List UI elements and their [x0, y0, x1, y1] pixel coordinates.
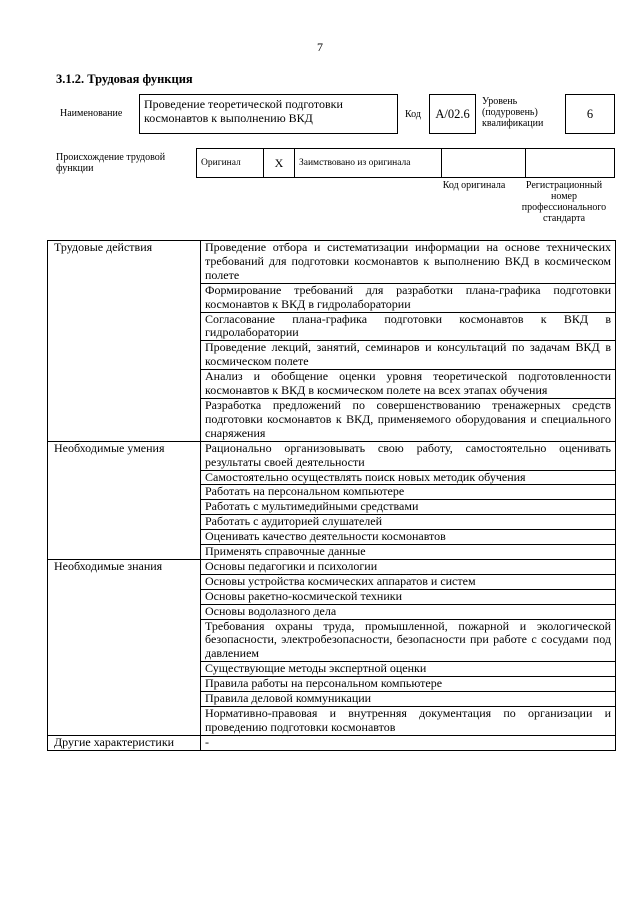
- qualification-level-value: 6: [565, 94, 615, 134]
- origin-original-label: Оригинал: [197, 149, 264, 178]
- table-row: [48, 559, 616, 574]
- item-cell: Правила деловой коммуникации: [201, 692, 616, 707]
- item-cell: Основы водолазного дела: [201, 604, 616, 619]
- item-cell: Анализ и обобщение оценки уровня теоретической подготовленности космонавтов к ВКД в космическом полете на всех этапах обучения: [201, 370, 616, 399]
- item-cell: Требования охраны труда, промышленной, пожарной и экологической безопасности, электробезопасности, безопасности при работе с сосудами под давлением: [201, 619, 616, 662]
- table-row: [48, 735, 616, 750]
- item-cell: Согласование плана-графика подготовки космонавтов к ВКД в гидролаборатории: [201, 312, 616, 341]
- item-cell: Самостоятельно осуществлять поиск новых методик обучения: [201, 470, 616, 485]
- origin-reg-cell: [526, 149, 615, 178]
- qualification-level-label: Уровень (подуровень) квалификации: [482, 96, 544, 129]
- name-label: Наименование: [60, 108, 123, 119]
- item-cell: Основы ракетно-космической техники: [201, 589, 616, 604]
- table-row: [48, 241, 616, 284]
- item-cell: Нормативно-правовая и внутренняя документация по организации и проведению подготовки космонавтов: [201, 707, 616, 736]
- item-cell: Работать с аудиторией слушателей: [201, 515, 616, 530]
- registration-number-caption: Регистрационный номер профессионального стандарта: [521, 180, 607, 224]
- section-title: 3.1.2. Трудовая функция: [56, 72, 193, 86]
- origin-label: Происхождение трудовой функции: [56, 152, 166, 174]
- category-cell: Необходимые умения: [48, 441, 201, 559]
- origin-original-mark: X: [264, 149, 295, 178]
- item-cell: Применять справочные данные: [201, 545, 616, 560]
- item-cell: Разработка предложений по совершенствованию тренажерных средств подготовки космонавтов к ВКД, применяемого оборудования и специального снаряжения: [201, 398, 616, 441]
- page-number: 7: [317, 40, 323, 54]
- item-cell: Основы устройства космических аппаратов и систем: [201, 574, 616, 589]
- category-cell: Необходимые знания: [48, 559, 201, 735]
- item-cell: Основы педагогики и психологии: [201, 559, 616, 574]
- origin-borrowed-label: Заимствовано из оригинала: [295, 149, 442, 178]
- category-cell: Трудовые действия: [48, 241, 201, 442]
- item-cell: Оценивать качество деятельности космонавтов: [201, 530, 616, 545]
- table-row: [48, 441, 616, 470]
- code-label: Код: [405, 109, 421, 120]
- original-code-caption: Код оригинала: [442, 180, 506, 191]
- item-cell: Рационально организовывать свою работу, самостоятельно оценивать результаты своей деятельности: [201, 441, 616, 470]
- item-cell: Проведение отбора и систематизации информации на основе технических требований для подготовки космонавтов к выполнению ВКД в космическом полете: [201, 241, 616, 284]
- item-cell: Работать на персональном компьютере: [201, 485, 616, 500]
- item-cell: -: [201, 735, 616, 750]
- function-code-value: A/02.6: [429, 94, 476, 134]
- labor-function-table: [47, 240, 616, 751]
- origin-code-cell: [442, 149, 526, 178]
- item-cell: Работать с мультимедийными средствами: [201, 500, 616, 515]
- item-cell: Существующие методы экспертной оценки: [201, 662, 616, 677]
- item-cell: Формирование требований для разработки плана-графика подготовки космонавтов к ВКД в гидролаборатории: [201, 283, 616, 312]
- origin-table: [196, 148, 615, 178]
- function-name-value: Проведение теоретической подготовки космонавтов к выполнению ВКД: [139, 94, 398, 134]
- item-cell: Правила работы на персональном компьютере: [201, 677, 616, 692]
- item-cell: Проведение лекций, занятий, семинаров и консультаций по задачам ВКД в космическом полете: [201, 341, 616, 370]
- category-cell: Другие характеристики: [48, 735, 201, 750]
